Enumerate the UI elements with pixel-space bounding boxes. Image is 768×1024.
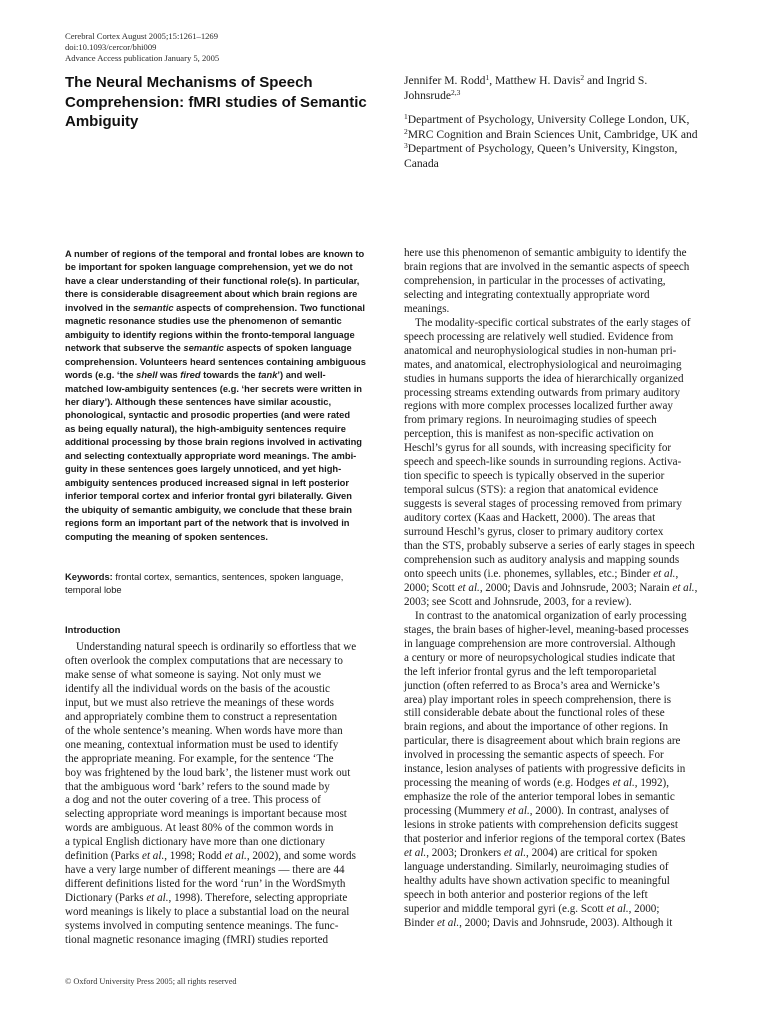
body-column-right xyxy=(404,247,724,931)
text-line: inferior temporal cortex and inferior frontal gyri bilaterally. Given xyxy=(65,491,352,502)
keywords-line xyxy=(65,571,382,584)
author-line xyxy=(404,73,734,88)
text-line: processing (Mummery et al., 2000). In contrast, analyses of xyxy=(404,805,669,818)
text-line: comprehension, in particular in the processes of activating, xyxy=(404,274,666,287)
text-line: The modality-specific cortical substrates of the early stages of xyxy=(415,316,691,329)
affil-text: Department of Psychology, Queen’s University, Kingston, xyxy=(407,142,678,156)
text-line: have a very large number of different meanings — there are 44 xyxy=(65,864,345,877)
title-line: The Neural Mechanisms of Speech xyxy=(65,74,313,91)
author-affil-marker: 2,3 xyxy=(451,88,461,97)
title-line: Ambiguity xyxy=(65,113,139,130)
text-line: network that subserve the semantic aspects of spoken language xyxy=(65,343,352,354)
text-line: still considerable debate about the functional roles of these xyxy=(404,707,665,720)
abstract xyxy=(65,248,382,544)
text-line: A number of regions of the temporal and frontal lobes are known to xyxy=(65,249,365,259)
text-line: from primary regions. In neuroimaging studies of speech xyxy=(404,414,657,427)
text-line: anatomical and neurophysiological studies in non-human pri- xyxy=(404,344,677,357)
text-line: 2003; see Scott and Johnsrude, 2003, for a review). xyxy=(404,595,632,608)
text-line: meanings. xyxy=(404,302,450,315)
text-line: selecting appropriate word meanings is important because most xyxy=(65,808,347,821)
text-line: processing streams extending outwards from primary auditory xyxy=(404,386,681,399)
text-line: involved in the semantic aspects of comprehension. Two functional xyxy=(65,302,365,313)
text-line: words (e.g. ‘the shell was fired towards the tank’) and well- xyxy=(65,370,326,381)
text-line: language understanding. Similarly, neuroimaging studies of xyxy=(404,860,669,873)
title-line: Comprehension: fMRI studies of Semantic xyxy=(65,93,367,111)
text-line: as being equally natural), the high-ambiguity sentences require xyxy=(65,423,346,434)
text-line: a dog and not the outer covering of a tree. This process of xyxy=(65,794,321,807)
text-line: instance, lesion analyses of patients with progressive deficits in xyxy=(404,763,686,776)
text-line: here use this phenomenon of semantic ambiguity to identify the xyxy=(404,247,687,259)
keywords-label: Keywords: xyxy=(65,572,113,582)
advance-access-note: Advance Access publication January 5, 2005 xyxy=(65,53,220,63)
text-line: tional magnetic resonance imaging (fMRI) studies reported xyxy=(65,934,329,947)
body-column-left xyxy=(65,641,385,948)
author-name: Jennifer M. Rodd xyxy=(404,74,486,87)
text-line: additional processing by those brain regions involved in activating xyxy=(65,437,362,448)
text-line: often overlook the complex computations that are necessary to xyxy=(65,654,343,667)
text-line: In contrast to the anatomical organization of early processing xyxy=(415,609,687,622)
journal-citation: Cerebral Cortex August 2005;15:1261–1269 xyxy=(65,31,219,41)
author-list xyxy=(404,73,734,103)
text-line: identify all the individual words on the basis of the acoustic xyxy=(65,682,330,695)
text-line: in language comprehension are more controversial. Although xyxy=(404,637,676,650)
keywords xyxy=(65,571,382,598)
text-line: definition (Parks et al., 1998; Rodd et al., 2002), and some words xyxy=(65,850,356,863)
text-line: speech in both anterior and posterior regions of the left xyxy=(404,888,648,901)
text-line: comprehension. Volunteers heard sentences containing ambiguous xyxy=(65,356,366,367)
text-line: selecting and integrating contextually appropriate word xyxy=(404,288,650,301)
text-line: there is considerable disagreement about which brain regions are xyxy=(65,289,358,300)
text-line: and selecting contextually appropriate word meanings. The ambi- xyxy=(65,450,357,461)
text-line: mates, and anatomical, electrophysiological and neuroimaging xyxy=(404,358,682,371)
text-line: make sense of what someone is saying. Not only must we xyxy=(65,668,322,681)
text-line: Dictionary (Parks et al., 1998). Therefore, selecting appropriate xyxy=(65,892,348,905)
text-line: magnetic resonance studies use the phenomenon of semantic xyxy=(65,316,342,327)
copyright-footer: © Oxford University Press 2005; all rights reserved xyxy=(65,977,237,986)
text-line: involved in processing the semantic aspects of speech. For xyxy=(404,749,664,762)
text-line: stages, the brain bases of higher-level, meaning-based processes xyxy=(404,623,689,636)
text-line: a typical English dictionary have more than one dictionary xyxy=(65,836,326,849)
text-line: guity in these sentences goes largely unnoticed, and yet high- xyxy=(65,464,342,475)
text-line: emphasize the role of the anterior temporal lobes in semantic xyxy=(404,791,675,804)
text-line: superior and middle temporal gyri (e.g. Scott et al., 2000; xyxy=(404,902,660,915)
text-line: et al., 2003; Dronkers et al., 2004) are critical for spoken xyxy=(404,846,658,859)
affil-text: Department of Psychology, University College London, UK, xyxy=(407,113,690,126)
text-line: brain regions, and about the importance of other regions. In xyxy=(404,721,669,734)
text-line: processing the meaning of words (e.g. Hodges et al., 1992), xyxy=(404,777,669,790)
text-line: auditory cortex (Kaas and Hackett, 2000). The areas that xyxy=(404,512,656,525)
text-line: surround Heschl’s gyrus, closer to primary auditory cortex xyxy=(404,526,664,539)
text-line: junction (often referred to as Broca’s area and Wernicke’s xyxy=(404,679,660,692)
affiliation xyxy=(404,142,734,157)
text-line: speech processing are relatively well studied. Evidence from xyxy=(404,330,674,343)
text-line: speech and speech-like sounds in surrounding regions. Activa- xyxy=(404,456,682,469)
affil-marker: 1 xyxy=(404,112,408,121)
author-separator: and Ingrid S. xyxy=(584,74,648,87)
text-line: words are ambiguous. At least 80% of the common words in xyxy=(65,822,334,835)
affil-marker: 2 xyxy=(404,126,408,136)
author-affil-marker: 1 xyxy=(485,73,490,82)
text-line: the appropriate meaning. For example, for the sentence ‘The xyxy=(65,752,334,765)
text-line: that the ambiguous word ‘bark’ refers to the sound made by xyxy=(65,780,330,793)
text-line: temporal sulcus (STS): a region that anatomical evidence xyxy=(404,484,659,497)
text-line: Binder et al., 2000; Davis and Johnsrude, 2003). Although it xyxy=(404,916,673,929)
text-line: lesions in stroke patients with comprehension deficits suggest xyxy=(404,819,678,832)
journal-doi: doi:10.1093/cercor/bhi009 xyxy=(65,42,157,52)
text-line: suggests is several stages of processing removed from primary xyxy=(404,498,682,511)
text-line: ambiguity to identify regions within the fronto-temporal language xyxy=(65,329,355,340)
text-line: regions with more complex processes localized further away xyxy=(404,400,673,413)
text-line: regions form an important part of the network that is involved in xyxy=(65,518,350,529)
text-line: systems involved in computing sentence meanings. The func- xyxy=(65,920,339,933)
text-line: area) play important roles in speech comprehension, there is xyxy=(404,693,672,706)
text-line: onto speech units (i.e. phonemes, syllables, etc.; Binder et al., xyxy=(404,567,679,580)
text-line: the left inferior frontal gyrus and the left temporoparietal xyxy=(404,665,657,678)
text-line: comprehension such as auditory analysis and mapping sounds xyxy=(404,553,680,566)
affiliation-continued: Canada xyxy=(404,156,439,170)
affiliation-list xyxy=(404,113,734,171)
author-name: Matthew H. Davis xyxy=(495,74,581,87)
text-line: particular, there is disagreement about which brain regions are xyxy=(404,735,681,748)
text-line: brain regions that are involved in the semantic aspects of speech xyxy=(404,260,690,273)
text-line: Heschl’s gyrus for all sounds, with increasing specificity for xyxy=(404,442,672,455)
author-name: Johnsrude xyxy=(404,89,452,102)
text-line: phonological, syntactic and prosodic properties (and were rated xyxy=(65,410,351,421)
keywords-text: frontal cortex, semantics, sentences, spoken language, xyxy=(112,572,344,582)
text-line: boy was frightened by the loud bark’, the listener must work out xyxy=(65,766,351,779)
author-separator: , xyxy=(489,74,496,87)
affil-marker: 3 xyxy=(404,141,408,151)
keywords-line: temporal lobe xyxy=(65,585,122,596)
text-line: be important for spoken language comprehension, yet we do not xyxy=(65,262,353,273)
text-line: one meaning, contextual information must be used to identify xyxy=(65,738,339,751)
text-line: 2000; Scott et al., 2000; Davis and Johnsrude, 2003; Narain et al., xyxy=(404,581,698,594)
text-line: that posterior and inferior regions of the temporal cortex (Bates xyxy=(404,833,686,846)
section-heading-introduction: Introduction xyxy=(65,625,121,636)
text-line: different definitions listed for the word ‘run’ in the WordSmyth xyxy=(65,878,346,891)
text-line: the ubiquity of semantic ambiguity, we conclude that these brain xyxy=(65,504,352,515)
journal-meta xyxy=(65,31,219,64)
text-line: matched low-ambiguity sentences (e.g. ‘her secrets were written in xyxy=(65,383,363,394)
affil-text: MRC Cognition and Brain Sciences Unit, Cambridge, UK and xyxy=(407,127,698,141)
affiliation xyxy=(404,128,734,143)
author-affil-marker: 2 xyxy=(580,73,585,82)
article-title xyxy=(65,73,385,132)
text-line: her diary’). Although these sentences have similar acoustic, xyxy=(65,396,332,407)
text-line: Understanding natural speech is ordinarily so effortless that we xyxy=(76,641,357,653)
affiliation xyxy=(404,113,734,128)
text-line: of the whole sentence’s meaning. When words have more than xyxy=(65,724,343,737)
text-line: ambiguity sentences produced increased signal in left posterior xyxy=(65,477,350,488)
text-line: and appropriately combine them to construct a representation xyxy=(65,710,338,723)
author-line xyxy=(404,88,734,103)
text-line: word meanings is likely to place a substantial load on the neural xyxy=(65,906,350,919)
text-line: healthy adults have shown activation specific to meaningful xyxy=(404,874,670,887)
text-line: a century or more of neuropsychological studies indicate that xyxy=(404,651,676,664)
text-line: computing the meaning of spoken sentences. xyxy=(65,531,268,542)
text-line: studies in humans supports the idea of hierarchically organized xyxy=(404,372,684,385)
text-line: than the STS, probably subserve a series of early stages in speech xyxy=(404,540,695,553)
text-line: tion specific to speech is typically observed in the superior xyxy=(404,470,665,483)
text-line: input, but we must also retrieve the meanings of these words xyxy=(65,696,334,709)
text-line: perception, this is manifest as non-specific activation on xyxy=(404,428,654,441)
text-line: have a clear understanding of their functional role(s). In particular, xyxy=(65,275,360,286)
